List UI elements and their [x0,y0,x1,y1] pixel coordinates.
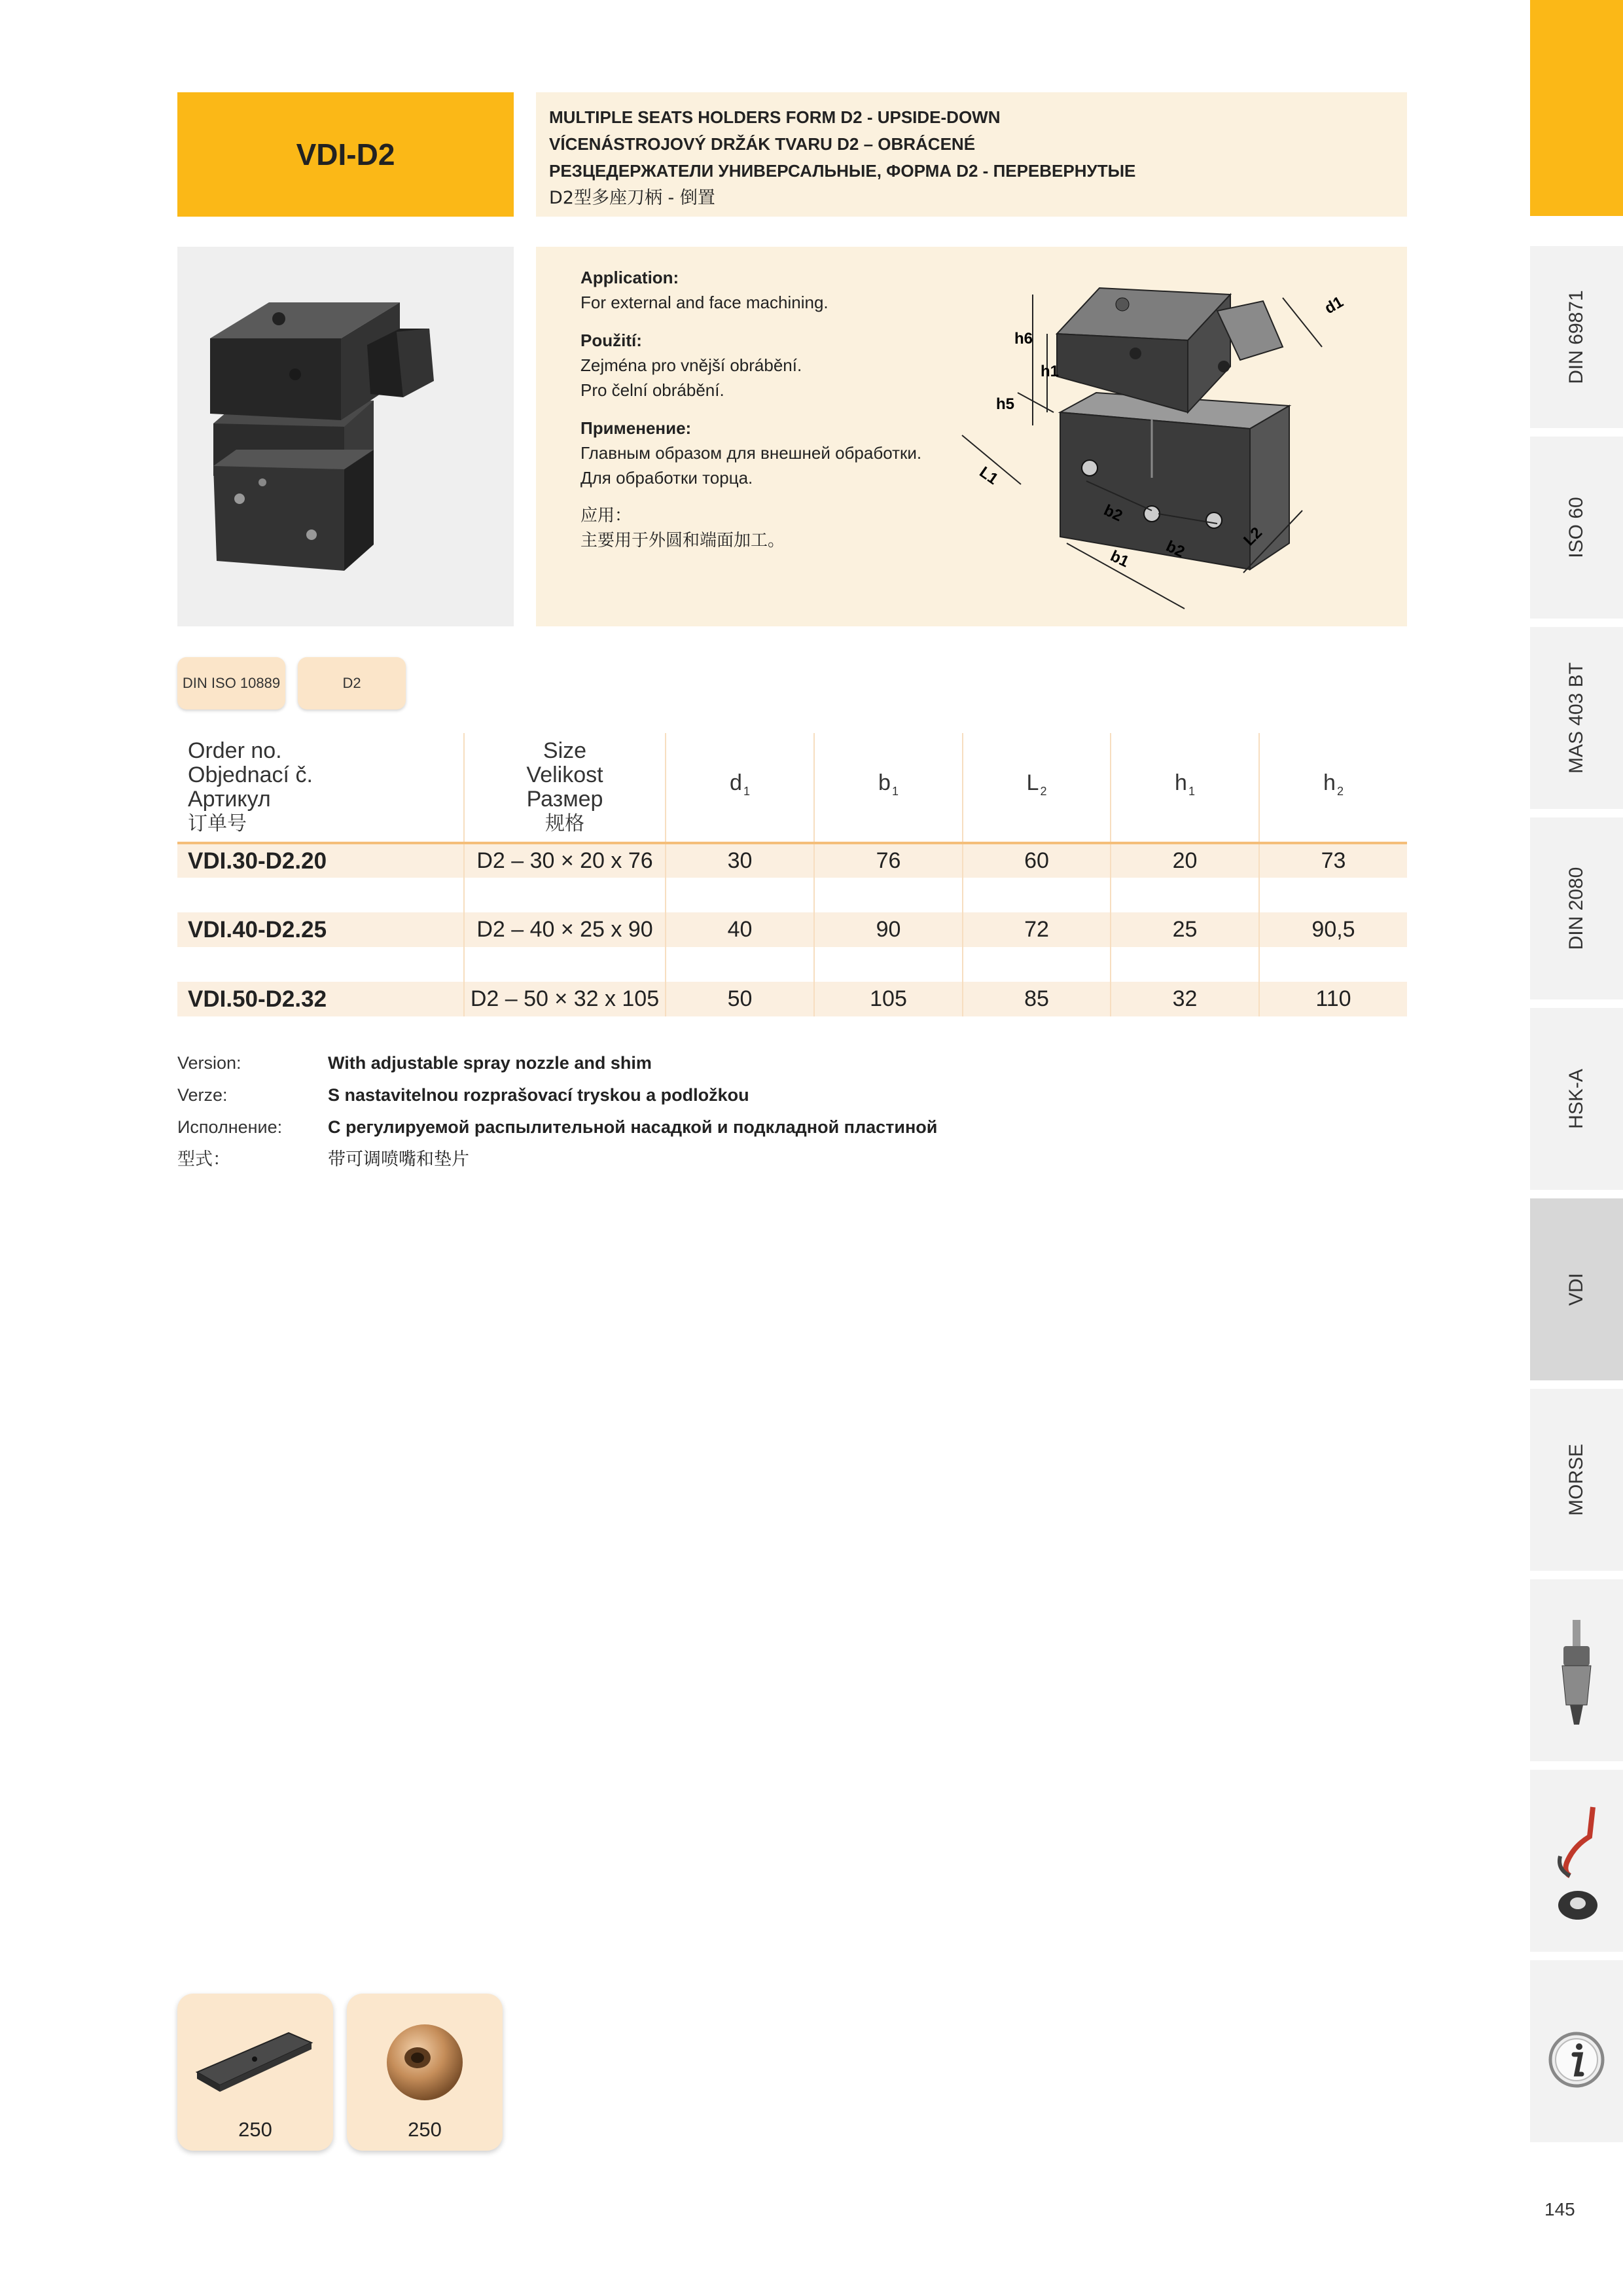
tab-mas-403-bt[interactable]: MAS 403 BT [1530,627,1623,813]
drawing-label-L1: L1 [976,463,1001,488]
application-line-cn: 主要用于外圆和端面加工。 [580,531,785,550]
cell-b1: 90 [814,912,963,947]
drawing-label-h6: h6 [1014,330,1033,348]
cell-h1: 32 [1111,982,1259,1016]
tab-iso-60[interactable]: ISO 60 [1530,437,1623,622]
shim-plate-icon [177,1994,333,2111]
cell-h1: 20 [1111,843,1259,878]
section-code: VDI-D2 [177,92,514,217]
description-cn: D2型多座刀柄 - 倒置 [549,188,715,208]
cell-d1: 40 [666,912,814,947]
version-row-en [177,1047,937,1079]
cell-h2: 73 [1259,843,1407,878]
application-line-cz-1: Zejména pro vnější obrábění. [580,355,802,375]
cell-b1: 105 [814,982,963,1016]
cell-order: VDI.50-D2.32 [177,982,464,1016]
drill-chuck-icon [1544,1607,1609,1738]
header-d1: d $_1$ [666,733,814,843]
cell-L2: 72 [963,912,1111,947]
drawing-label-b1: b1 [1107,547,1132,571]
version-label: Verze: [177,1085,228,1105]
version-row-cz [177,1079,937,1111]
cell-h1: 25 [1111,912,1259,947]
version-value: With adjustable spray nozzle and shim [328,1053,652,1073]
tab-din-2080[interactable]: DIN 2080 [1530,817,1623,1003]
drawing-label-h5: h5 [996,395,1015,413]
version-label: Version: [177,1053,241,1073]
accessory-nozzle[interactable] [347,1994,503,2151]
accessory-value: 250 [408,2118,442,2141]
tab-morse[interactable]: MORSE [1530,1389,1623,1575]
drawing-label-L2: L2 [1240,524,1266,550]
product-table [177,733,1407,1016]
cell-size: D2 – 40 × 25 x 90 [464,912,666,947]
section-description [536,92,1407,217]
cell-h2: 110 [1259,982,1407,1016]
application-line-en: For external and face machining. [580,293,829,312]
version-row-cn [177,1143,937,1175]
version-value: С регулируемой распылительной насадкой и подкладной пластиной [328,1117,938,1137]
drawing-label-d1: d1 [1321,293,1347,318]
cell-b1: 76 [814,843,963,878]
technical-drawing [936,262,1394,615]
cell-L2: 85 [963,982,1111,1016]
header-h1: h $_1$ [1111,733,1259,843]
header-b1: b $_1$ [814,733,963,843]
tab-drill-chuck[interactable] [1530,1579,1623,1765]
drawing-label-b2-right: b2 [1163,537,1188,562]
application-line-ru-1: Главным образом для внешней обработки. [580,443,922,463]
version-value: S nastavitelnou rozprašovací tryskou a podložkou [328,1085,749,1105]
accessory-shim[interactable] [177,1994,333,2151]
application-line-cz-2: Pro čelní obrábění. [580,380,724,400]
description-en: MULTIPLE SEATS HOLDERS FORM D2 - UPSIDE-DOWN [549,107,1001,127]
drawing-label-b2-left: b2 [1101,501,1126,526]
tab-info[interactable] [1530,1960,1623,2146]
table-header-row [177,733,1407,843]
tab-din-69871[interactable]: DIN 69871 [1530,246,1623,432]
spanner-and-nut-icon [1544,1797,1609,1928]
info-icon [1544,1988,1609,2119]
cell-L2: 60 [963,843,1111,878]
description-ru: РЕЗЦЕДЕРЖАТЕЛИ УНИВЕРСАЛЬНЫЕ, ФОРМА D2 - ПЕРЕВЕРНУТЫЕ [549,161,1136,181]
accessory-value: 250 [238,2118,272,2141]
header-L2: L $_2$ [963,733,1111,843]
tab-vdi[interactable]: VDI [1530,1198,1623,1384]
sidebar-accent-block [1530,0,1623,216]
cell-d1: 30 [666,843,814,878]
drawing-label-h1: h1 [1041,363,1060,380]
version-row-ru [177,1111,937,1143]
version-value: 带可调喷嘴和垫片 [328,1149,469,1170]
cell-order: VDI.30-D2.20 [177,843,464,878]
version-label: 型式： [177,1149,230,1170]
application-label-cz: Použití: [580,331,642,350]
table-row [177,982,1407,1016]
standard-badge: DIN ISO 10889 [177,657,285,709]
application-label-ru: Применение: [580,418,692,438]
table-row [177,843,1407,878]
cell-h2: 90,5 [1259,912,1407,947]
table-row [177,912,1407,947]
cell-order: VDI.40-D2.25 [177,912,464,947]
spray-nozzle-ball-icon [347,1994,503,2111]
product-photo [177,247,514,626]
cell-d1: 50 [666,982,814,1016]
application-label-cn: 应用： [580,506,632,526]
tab-hsk-a[interactable]: HSK-A [1530,1008,1623,1194]
cell-size: D2 – 50 × 32 x 105 [464,982,666,1016]
header-size: Size Velikost Размер 规格 [464,733,666,843]
page-number: 145 [1544,2199,1575,2219]
cell-size: D2 – 30 × 20 x 76 [464,843,666,878]
table-spacer-row [177,878,1407,912]
description-cz: VÍCENÁSTROJOVÝ DRŽÁK TVARU D2 – OBRÁCENÉ [549,134,976,154]
version-label: Исполнение: [177,1117,283,1137]
tab-spanner[interactable] [1530,1770,1623,1956]
application-line-ru-2: Для обработки торца. [580,468,753,488]
header-order-no: Order no. Objednací č. Артикул 订单号 [177,733,464,843]
table-spacer-row [177,947,1407,982]
header-h2: h $_2$ [1259,733,1407,843]
form-badge: D2 [298,657,406,709]
application-label-en: Application: [580,268,679,287]
application-text [580,265,986,566]
version-block [177,1047,937,1175]
